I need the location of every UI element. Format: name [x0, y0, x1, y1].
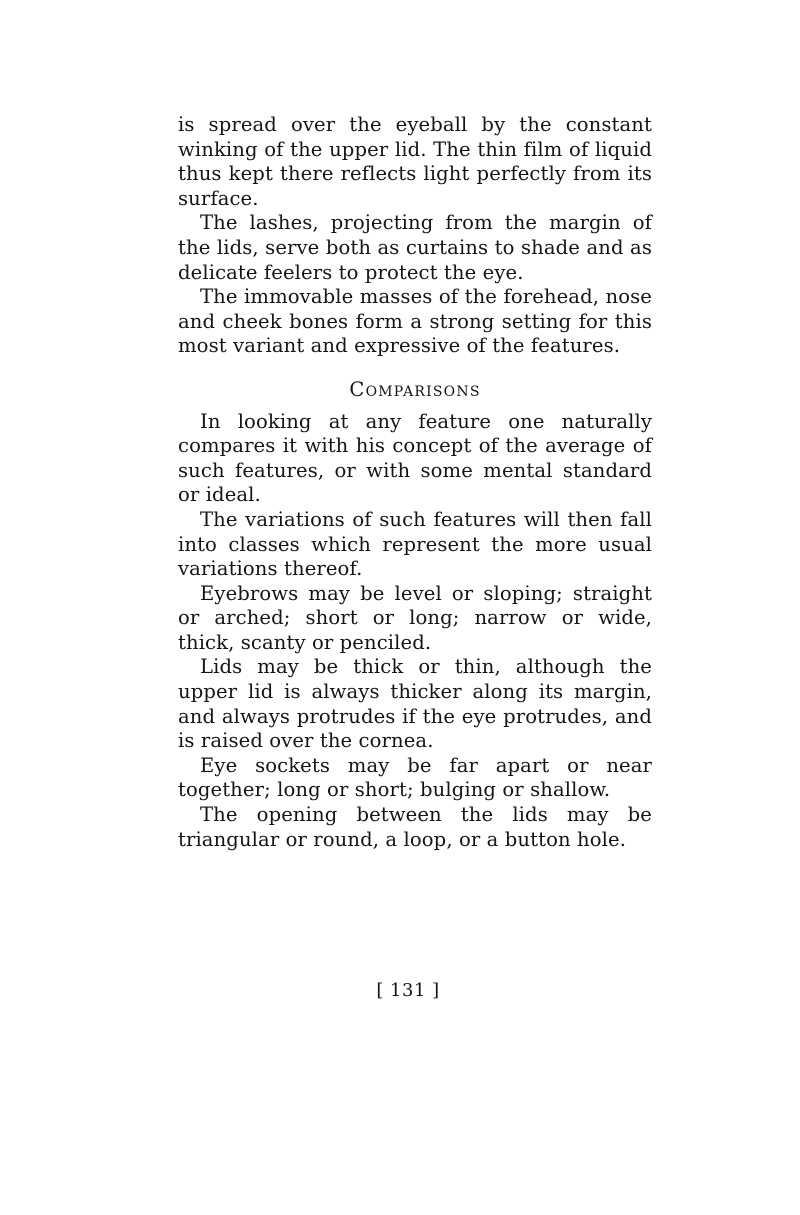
paragraph-comparing: In looking at any feature one naturally compares it with his concept of the average of such features, or with some mental standard or ideal. [178, 409, 652, 507]
paragraph-continuation: is spread over the eyeball by the constant winking of the upper lid. The thin film of liquid thus kept there reflects light perfectly from its surface. [178, 113, 652, 210]
body-text [178, 113, 652, 852]
paragraph-variations: The variations of such features will then fall into classes which represent the more usual variations thereof. [178, 507, 652, 581]
paragraph-lashes: The lashes, projecting from the margin of the lids, serve both as curtains to shade and as delicate feelers to protect the eye. [178, 211, 652, 284]
section-heading: Comparisons [349, 377, 481, 401]
page-number: [ 131 ] [376, 980, 440, 1001]
paragraph-lids: Lids may be thick or thin, although the upper lid is always thicker along its margin, and always protrudes if the eye protrudes, and is raised over the cornea. [178, 655, 652, 753]
paragraph-eye-sockets: Eye sockets may be far apart or near together; long or short; bulging or shallow. [178, 753, 652, 802]
paragraph-setting: The immovable masses of the forehead, nose and cheek bones form a strong setting for this most variant and expressive of the features. [178, 285, 652, 358]
paragraph-opening: The opening between the lids may be triangular or round, a loop, or a button hole. [178, 803, 652, 851]
paragraph-eyebrows: Eyebrows may be level or sloping; straight or arched; short or long; narrow or wide, thick, scanty or penciled. [178, 581, 652, 654]
